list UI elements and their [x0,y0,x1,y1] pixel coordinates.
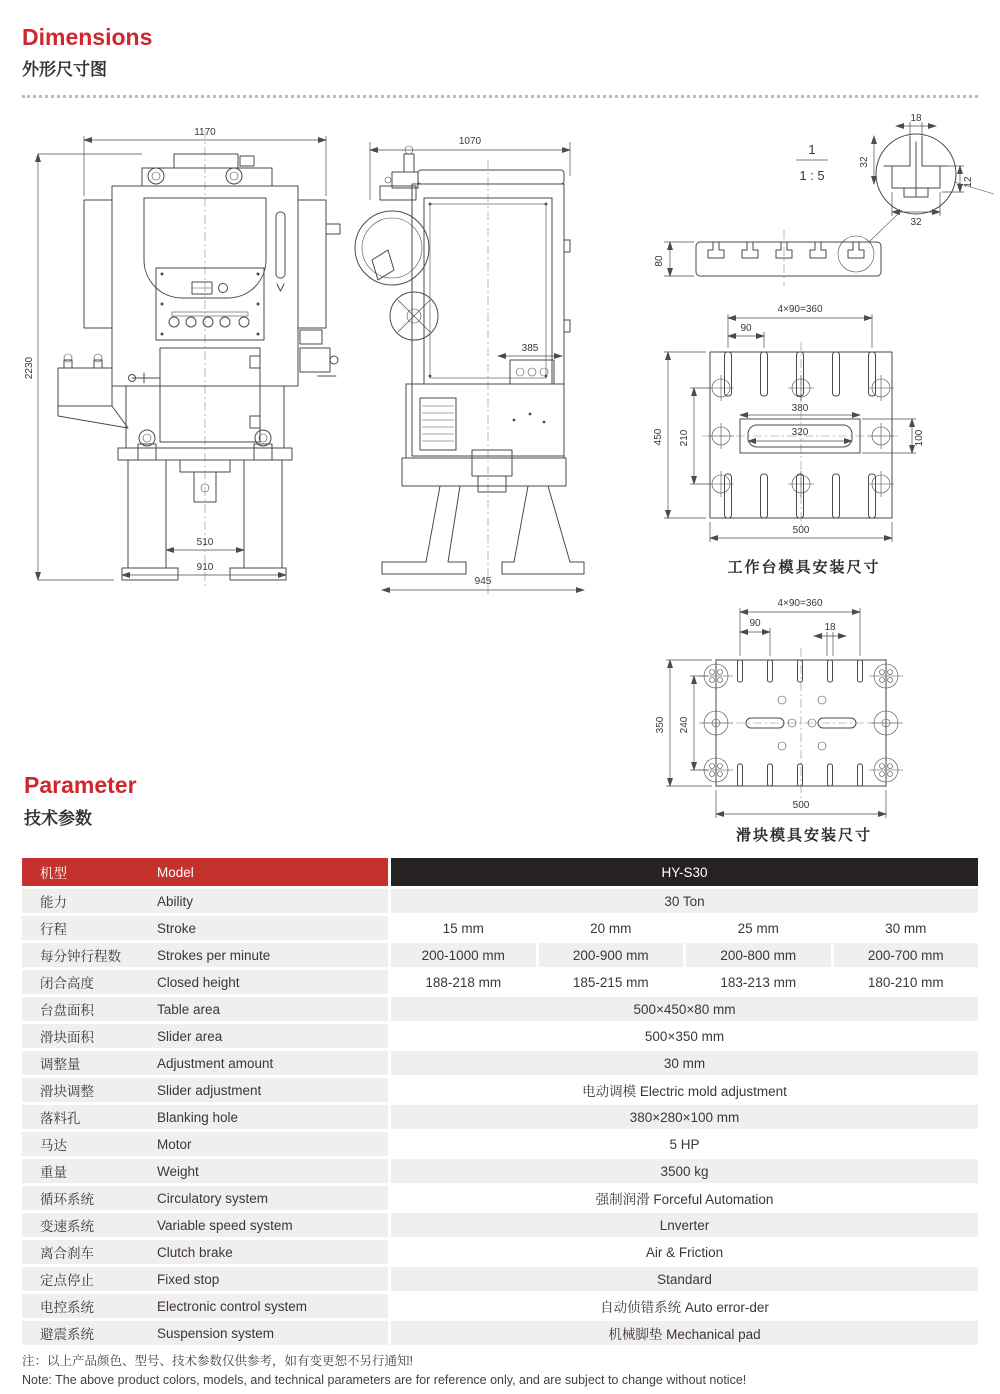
table-row: 避震系统 Suspension system 机械脚垫 Mechanical pad [22,1321,978,1345]
header-label-zh: 机型 [40,866,67,882]
table-row: 电控系统 Electronic control system 自动侦错系统 Auto error-der [22,1294,978,1318]
dim-front-base-inner: 510 [196,537,214,549]
dim-detail-32h: 32 [910,217,922,229]
table-row: 台盘面积 Table area 500×450×80 mm [22,997,978,1021]
dim-table-210: 210 [679,430,690,447]
dim-table-90: 90 [740,323,752,335]
detail-number: 1 [808,142,816,158]
front-view-drawing [22,116,344,606]
table-row: 滑块面积 Slider area 500×350 mm [22,1024,978,1048]
table-row: 滑块调整 Slider adjustment 电动调模 Electric mold adjustment [22,1078,978,1102]
dim-side-width: 1070 [458,136,482,148]
slider-mount-drawing [644,586,1000,852]
dim-front-base-outer: 910 [196,562,214,574]
dimension-drawings [22,104,978,856]
spec-table [22,858,978,1345]
worktable-caption: 工作台模具安装尺寸 [727,559,881,577]
footnote-en: Note: The above product colors, models, and technical parameters are for reference only, and are subject to change without notice! [22,1372,747,1387]
dim-table-pitch: 4×90=360 [777,304,823,316]
table-row: 离合刹车 Clutch brake Air & Friction [22,1240,978,1264]
header-label-en: Model [157,864,194,880]
dim-slider-18: 18 [824,622,836,634]
table-row: 变速系统 Variable speed system Lnverter [22,1213,978,1237]
dim-front-width: 1170 [194,127,216,139]
dim-slider-240: 240 [679,717,690,734]
dim-slider-350: 350 [655,717,666,734]
table-row: 马达 Motor 5 HP [22,1132,978,1156]
slider-caption: 滑块模具安装尺寸 [735,827,873,845]
table-row: 定点停止 Fixed stop Standard [22,1267,978,1291]
dim-detail-80: 80 [654,255,665,267]
dim-slider-90: 90 [749,618,761,630]
page-title-zh: 外形尺寸图 [22,60,107,80]
dim-front-height: 2230 [24,357,35,380]
table-row: 行程 Stroke 15 mm 20 mm 25 mm 30 mm [22,916,978,940]
dim-table-320: 320 [791,427,809,439]
dim-table-500: 500 [792,525,810,537]
table-row: 闭合高度 Closed height 188-218 mm 185-215 mm 183-213 mm 180-210 mm [22,970,978,994]
parameter-title: Parameter [24,772,137,799]
detail-scale: 1 : 5 [799,168,825,184]
dim-side-base: 945 [474,576,492,588]
page-title: Dimensions [22,24,153,50]
dim-table-450: 450 [653,429,664,446]
model-value: HY-S30 [391,858,978,886]
parameter-heading [24,772,137,828]
dim-slider-500: 500 [792,800,810,812]
slot-detail-drawing [644,112,996,298]
table-row: 每分钟行程数 Strokes per minute 200-1000 mm 200-900 mm 200-800 mm 200-700 mm [22,943,978,967]
side-view-drawing [352,120,608,612]
dim-detail-32v: 32 [859,156,870,168]
table-row: 能力 Ability 30 Ton [22,889,978,913]
parameter-title-zh: 技术参数 [24,808,92,828]
dim-detail-12: 12 [963,176,974,188]
table-row: 落料孔 Blanking hole 380×280×100 mm [22,1105,978,1129]
worktable-mount-drawing [644,294,1000,586]
dim-slider-pitch: 4×90=360 [777,598,823,610]
table-header-row [22,858,978,886]
footnote-zh: 注：以上产品颜色、型号、技术参数仅供参考，如有变更恕不另行通知! [22,1354,413,1369]
table-row: 重量 Weight 3500 kg [22,1159,978,1183]
dim-table-380: 380 [791,403,809,415]
table-row: 调整量 Adjustment amount 30 mm [22,1051,978,1075]
dim-detail-18: 18 [910,113,922,125]
dim-table-100: 100 [914,430,925,447]
dim-side-mid: 385 [521,343,539,355]
dotted-divider [22,95,978,98]
footnotes [22,1352,978,1388]
table-row: 循环系统 Circulatory system 强制润滑 Forceful Automation [22,1186,978,1210]
